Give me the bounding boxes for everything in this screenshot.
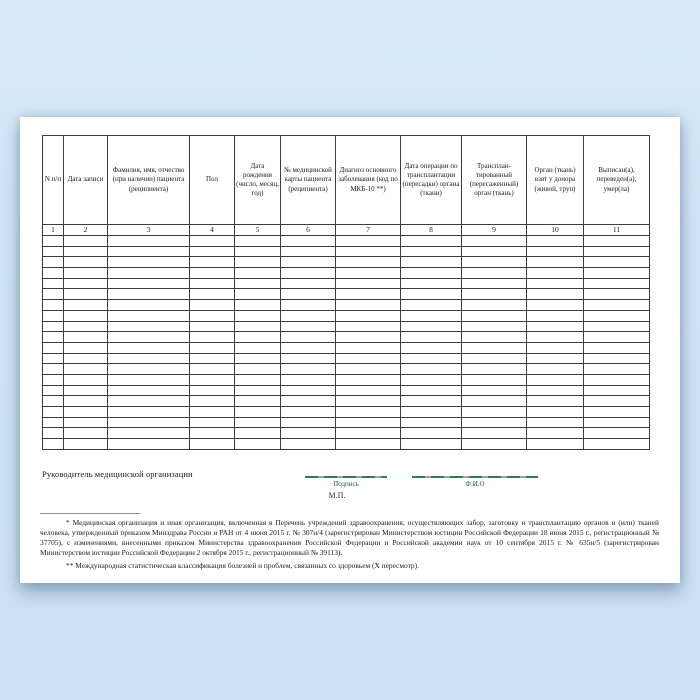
empty-cell bbox=[281, 407, 336, 418]
empty-cell bbox=[462, 310, 527, 321]
empty-cell bbox=[64, 428, 108, 439]
empty-cell bbox=[401, 364, 462, 375]
empty-cell bbox=[190, 246, 235, 257]
empty-cell bbox=[527, 439, 584, 450]
empty-cell bbox=[108, 236, 190, 247]
empty-cell bbox=[235, 300, 281, 311]
empty-cell bbox=[108, 407, 190, 418]
empty-cell bbox=[281, 342, 336, 353]
empty-cell bbox=[64, 300, 108, 311]
stamp-place-label: М.П. bbox=[328, 491, 346, 500]
empty-cell bbox=[527, 428, 584, 439]
table-row bbox=[43, 300, 650, 311]
table-header-row bbox=[43, 136, 650, 225]
column-number-row bbox=[43, 225, 650, 236]
column-number: 6 bbox=[281, 225, 336, 236]
empty-cell bbox=[281, 353, 336, 364]
empty-cell bbox=[584, 353, 650, 364]
empty-cell bbox=[108, 268, 190, 279]
empty-cell bbox=[281, 300, 336, 311]
empty-cell bbox=[336, 407, 401, 418]
empty-cell bbox=[462, 257, 527, 268]
empty-cell bbox=[401, 236, 462, 247]
empty-cell bbox=[462, 439, 527, 450]
empty-cell bbox=[527, 268, 584, 279]
table-row bbox=[43, 257, 650, 268]
empty-cell bbox=[108, 289, 190, 300]
empty-cell bbox=[281, 310, 336, 321]
empty-cell bbox=[64, 257, 108, 268]
empty-cell bbox=[462, 374, 527, 385]
empty-cell bbox=[401, 257, 462, 268]
empty-cell bbox=[527, 407, 584, 418]
table-row bbox=[43, 236, 650, 247]
column-number: 7 bbox=[336, 225, 401, 236]
empty-cell bbox=[527, 342, 584, 353]
empty-cell bbox=[190, 236, 235, 247]
empty-cell bbox=[43, 353, 64, 364]
empty-cell bbox=[584, 396, 650, 407]
empty-cell bbox=[527, 332, 584, 343]
empty-cell bbox=[336, 374, 401, 385]
empty-cell bbox=[584, 300, 650, 311]
empty-cell bbox=[584, 407, 650, 418]
table-row bbox=[43, 407, 650, 418]
empty-cell bbox=[235, 321, 281, 332]
empty-cell bbox=[108, 310, 190, 321]
empty-cell bbox=[235, 342, 281, 353]
empty-cell bbox=[108, 364, 190, 375]
empty-cell bbox=[190, 439, 235, 450]
empty-cell bbox=[462, 236, 527, 247]
table-row bbox=[43, 342, 650, 353]
empty-cell bbox=[43, 396, 64, 407]
empty-cell bbox=[336, 278, 401, 289]
column-number: 11 bbox=[584, 225, 650, 236]
empty-cell bbox=[527, 246, 584, 257]
empty-cell bbox=[336, 246, 401, 257]
column-header: Пол bbox=[190, 136, 235, 225]
empty-cell bbox=[462, 278, 527, 289]
empty-cell bbox=[64, 396, 108, 407]
empty-cell bbox=[64, 353, 108, 364]
empty-cell bbox=[108, 428, 190, 439]
empty-cell bbox=[235, 332, 281, 343]
empty-cell bbox=[462, 407, 527, 418]
empty-cell bbox=[401, 374, 462, 385]
empty-cell bbox=[235, 268, 281, 279]
empty-cell bbox=[584, 364, 650, 375]
empty-cell bbox=[235, 396, 281, 407]
empty-cell bbox=[336, 385, 401, 396]
empty-cell bbox=[336, 417, 401, 428]
empty-cell bbox=[190, 310, 235, 321]
empty-cell bbox=[281, 364, 336, 375]
table-row bbox=[43, 353, 650, 364]
empty-cell bbox=[190, 257, 235, 268]
empty-cell bbox=[401, 353, 462, 364]
empty-cell bbox=[190, 417, 235, 428]
column-header: N п/п bbox=[43, 136, 64, 225]
empty-cell bbox=[64, 236, 108, 247]
empty-cell bbox=[190, 342, 235, 353]
empty-cell bbox=[462, 396, 527, 407]
empty-cell bbox=[235, 257, 281, 268]
table-body bbox=[43, 236, 650, 450]
empty-cell bbox=[108, 374, 190, 385]
column-number: 9 bbox=[462, 225, 527, 236]
empty-cell bbox=[401, 407, 462, 418]
empty-cell bbox=[527, 310, 584, 321]
empty-cell bbox=[108, 417, 190, 428]
empty-cell bbox=[584, 246, 650, 257]
column-header: Фамилия, имя, отчество (при наличии) пациента (реципиента) bbox=[108, 136, 190, 225]
document-page bbox=[20, 117, 680, 583]
empty-cell bbox=[43, 332, 64, 343]
empty-cell bbox=[64, 342, 108, 353]
empty-cell bbox=[462, 385, 527, 396]
column-number: 10 bbox=[527, 225, 584, 236]
empty-cell bbox=[462, 268, 527, 279]
table-row bbox=[43, 364, 650, 375]
empty-cell bbox=[584, 257, 650, 268]
empty-cell bbox=[64, 417, 108, 428]
empty-cell bbox=[64, 246, 108, 257]
empty-cell bbox=[584, 236, 650, 247]
empty-cell bbox=[190, 278, 235, 289]
empty-cell bbox=[336, 353, 401, 364]
empty-cell bbox=[336, 332, 401, 343]
empty-cell bbox=[64, 278, 108, 289]
empty-cell bbox=[64, 268, 108, 279]
table-row bbox=[43, 246, 650, 257]
empty-cell bbox=[527, 300, 584, 311]
empty-cell bbox=[584, 439, 650, 450]
empty-cell bbox=[401, 342, 462, 353]
empty-cell bbox=[527, 385, 584, 396]
empty-cell bbox=[336, 439, 401, 450]
empty-cell bbox=[43, 278, 64, 289]
empty-cell bbox=[190, 353, 235, 364]
empty-cell bbox=[281, 321, 336, 332]
empty-cell bbox=[64, 321, 108, 332]
empty-cell bbox=[64, 332, 108, 343]
empty-cell bbox=[108, 278, 190, 289]
empty-cell bbox=[401, 300, 462, 311]
column-header: Дата операции по трансплантации (пересадки) органа (ткани) bbox=[401, 136, 462, 225]
empty-cell bbox=[235, 246, 281, 257]
empty-cell bbox=[43, 321, 64, 332]
empty-cell bbox=[108, 353, 190, 364]
empty-cell bbox=[527, 257, 584, 268]
empty-cell bbox=[281, 289, 336, 300]
empty-cell bbox=[527, 321, 584, 332]
empty-cell bbox=[281, 332, 336, 343]
column-header: Орган (ткань) взят у донора (живой, труп) bbox=[527, 136, 584, 225]
empty-cell bbox=[64, 374, 108, 385]
empty-cell bbox=[43, 246, 64, 257]
empty-cell bbox=[462, 428, 527, 439]
signature-caption: Подпись bbox=[333, 480, 359, 488]
table-row bbox=[43, 289, 650, 300]
empty-cell bbox=[336, 236, 401, 247]
empty-cell bbox=[281, 278, 336, 289]
empty-cell bbox=[401, 310, 462, 321]
column-number: 8 bbox=[401, 225, 462, 236]
empty-cell bbox=[235, 278, 281, 289]
empty-cell bbox=[235, 407, 281, 418]
empty-cell bbox=[401, 417, 462, 428]
column-number: 2 bbox=[64, 225, 108, 236]
empty-cell bbox=[43, 257, 64, 268]
empty-cell bbox=[401, 332, 462, 343]
empty-cell bbox=[43, 300, 64, 311]
table-row bbox=[43, 332, 650, 343]
table-row bbox=[43, 417, 650, 428]
empty-cell bbox=[462, 342, 527, 353]
empty-cell bbox=[235, 417, 281, 428]
empty-cell bbox=[336, 310, 401, 321]
column-number: 3 bbox=[108, 225, 190, 236]
column-number: 4 bbox=[190, 225, 235, 236]
empty-cell bbox=[190, 428, 235, 439]
empty-cell bbox=[190, 289, 235, 300]
empty-cell bbox=[190, 332, 235, 343]
empty-cell bbox=[235, 353, 281, 364]
empty-cell bbox=[235, 374, 281, 385]
empty-cell bbox=[43, 385, 64, 396]
full-name-field bbox=[412, 476, 538, 488]
empty-cell bbox=[584, 385, 650, 396]
empty-cell bbox=[281, 385, 336, 396]
table-row bbox=[43, 321, 650, 332]
column-header: Выписан(а), переведен(а), умер(ла) bbox=[584, 136, 650, 225]
empty-cell bbox=[527, 289, 584, 300]
empty-cell bbox=[281, 268, 336, 279]
empty-cell bbox=[401, 428, 462, 439]
empty-cell bbox=[64, 289, 108, 300]
table-row bbox=[43, 439, 650, 450]
empty-cell bbox=[462, 300, 527, 311]
footnote-divider bbox=[40, 513, 140, 514]
empty-cell bbox=[108, 342, 190, 353]
empty-cell bbox=[281, 417, 336, 428]
column-number: 1 bbox=[43, 225, 64, 236]
empty-cell bbox=[190, 321, 235, 332]
table-row bbox=[43, 385, 650, 396]
empty-cell bbox=[64, 310, 108, 321]
empty-cell bbox=[64, 407, 108, 418]
signature-line bbox=[305, 476, 387, 478]
empty-cell bbox=[527, 396, 584, 407]
empty-cell bbox=[527, 353, 584, 364]
empty-cell bbox=[108, 332, 190, 343]
column-header: Дата рождения (число, месяц, год) bbox=[235, 136, 281, 225]
empty-cell bbox=[43, 364, 64, 375]
empty-cell bbox=[462, 289, 527, 300]
empty-cell bbox=[584, 332, 650, 343]
empty-cell bbox=[281, 439, 336, 450]
empty-cell bbox=[108, 257, 190, 268]
empty-cell bbox=[401, 278, 462, 289]
empty-cell bbox=[584, 268, 650, 279]
empty-cell bbox=[235, 236, 281, 247]
empty-cell bbox=[190, 364, 235, 375]
empty-cell bbox=[401, 439, 462, 450]
empty-cell bbox=[64, 385, 108, 396]
column-header: Трансплан- тированный (пересаженный) орган (ткань) bbox=[462, 136, 527, 225]
empty-cell bbox=[401, 246, 462, 257]
empty-cell bbox=[43, 342, 64, 353]
empty-cell bbox=[281, 396, 336, 407]
empty-cell bbox=[584, 310, 650, 321]
empty-cell bbox=[43, 289, 64, 300]
empty-cell bbox=[108, 300, 190, 311]
empty-cell bbox=[584, 289, 650, 300]
empty-cell bbox=[108, 385, 190, 396]
empty-cell bbox=[235, 428, 281, 439]
empty-cell bbox=[190, 385, 235, 396]
signature-field bbox=[305, 476, 387, 488]
empty-cell bbox=[336, 268, 401, 279]
empty-cell bbox=[281, 374, 336, 385]
empty-cell bbox=[462, 321, 527, 332]
empty-cell bbox=[336, 289, 401, 300]
empty-cell bbox=[401, 268, 462, 279]
empty-cell bbox=[336, 300, 401, 311]
empty-cell bbox=[336, 364, 401, 375]
empty-cell bbox=[235, 289, 281, 300]
empty-cell bbox=[43, 407, 64, 418]
empty-cell bbox=[43, 374, 64, 385]
empty-cell bbox=[43, 417, 64, 428]
empty-cell bbox=[43, 310, 64, 321]
empty-cell bbox=[462, 364, 527, 375]
table-row bbox=[43, 396, 650, 407]
table-row bbox=[43, 428, 650, 439]
empty-cell bbox=[190, 407, 235, 418]
table-row bbox=[43, 374, 650, 385]
empty-cell bbox=[584, 342, 650, 353]
empty-cell bbox=[462, 332, 527, 343]
empty-cell bbox=[527, 374, 584, 385]
empty-cell bbox=[527, 236, 584, 247]
footnote-icd-classification: ** Международная статистическая классификация болезней и проблем, связанных со здоровьем (X пересмотр). bbox=[66, 560, 419, 570]
empty-cell bbox=[190, 300, 235, 311]
full-name-caption: Ф.И.О bbox=[465, 480, 485, 488]
empty-cell bbox=[108, 321, 190, 332]
empty-cell bbox=[336, 428, 401, 439]
empty-cell bbox=[235, 364, 281, 375]
empty-cell bbox=[64, 364, 108, 375]
empty-cell bbox=[401, 396, 462, 407]
empty-cell bbox=[281, 257, 336, 268]
empty-cell bbox=[584, 428, 650, 439]
empty-cell bbox=[190, 268, 235, 279]
empty-cell bbox=[281, 246, 336, 257]
empty-cell bbox=[401, 321, 462, 332]
empty-cell bbox=[235, 385, 281, 396]
table-row bbox=[43, 268, 650, 279]
empty-cell bbox=[336, 321, 401, 332]
empty-cell bbox=[462, 417, 527, 428]
empty-cell bbox=[43, 439, 64, 450]
full-name-line bbox=[412, 476, 538, 478]
empty-cell bbox=[43, 268, 64, 279]
empty-cell bbox=[43, 428, 64, 439]
empty-cell bbox=[401, 385, 462, 396]
registry-table bbox=[42, 135, 650, 450]
empty-cell bbox=[108, 439, 190, 450]
footnotes bbox=[40, 518, 659, 574]
empty-cell bbox=[235, 439, 281, 450]
empty-cell bbox=[462, 246, 527, 257]
column-header: № медицинской карты пациента (реципиента) bbox=[281, 136, 336, 225]
empty-cell bbox=[527, 364, 584, 375]
footnote-medical-organization: * Медицинская организация и иная организация, включенная в Перечень учреждений здравоохранения, осуществляющих забор, заготовку и трансплантацию органов и (или) тканей человека, утвержденный приказом Минздрава России и РАН от 4 июня 2015 г. № 307н/4 (зарегистрирован Министерством юстиции Российской Федерации 18 июня 2015 г., регистрационный № 37705), с изменениями, внесенными приказом Министерства здравоохранения Российской Федерации и Российской академии наук от 10 сентября 2015 г. № 635н/5 (зарегистрирован Министерством юстиции Российской Федерации 2 октября 2015 г., регистрационный № 39113). bbox=[40, 518, 659, 557]
column-number: 5 bbox=[235, 225, 281, 236]
empty-cell bbox=[108, 246, 190, 257]
empty-cell bbox=[584, 278, 650, 289]
empty-cell bbox=[401, 289, 462, 300]
table-row bbox=[43, 278, 650, 289]
empty-cell bbox=[281, 428, 336, 439]
empty-cell bbox=[462, 353, 527, 364]
empty-cell bbox=[190, 396, 235, 407]
empty-cell bbox=[584, 374, 650, 385]
empty-cell bbox=[336, 342, 401, 353]
column-header: Диагноз основного заболевания (код по МКБ-10 **) bbox=[336, 136, 401, 225]
empty-cell bbox=[336, 257, 401, 268]
empty-cell bbox=[43, 236, 64, 247]
empty-cell bbox=[190, 374, 235, 385]
head-of-organization-label: Руководитель медицинской организации bbox=[42, 469, 193, 479]
empty-cell bbox=[108, 396, 190, 407]
table-row bbox=[43, 310, 650, 321]
empty-cell bbox=[235, 310, 281, 321]
column-header: Дата записи bbox=[64, 136, 108, 225]
empty-cell bbox=[527, 278, 584, 289]
empty-cell bbox=[527, 417, 584, 428]
empty-cell bbox=[64, 439, 108, 450]
empty-cell bbox=[336, 396, 401, 407]
empty-cell bbox=[584, 321, 650, 332]
empty-cell bbox=[281, 236, 336, 247]
empty-cell bbox=[584, 417, 650, 428]
